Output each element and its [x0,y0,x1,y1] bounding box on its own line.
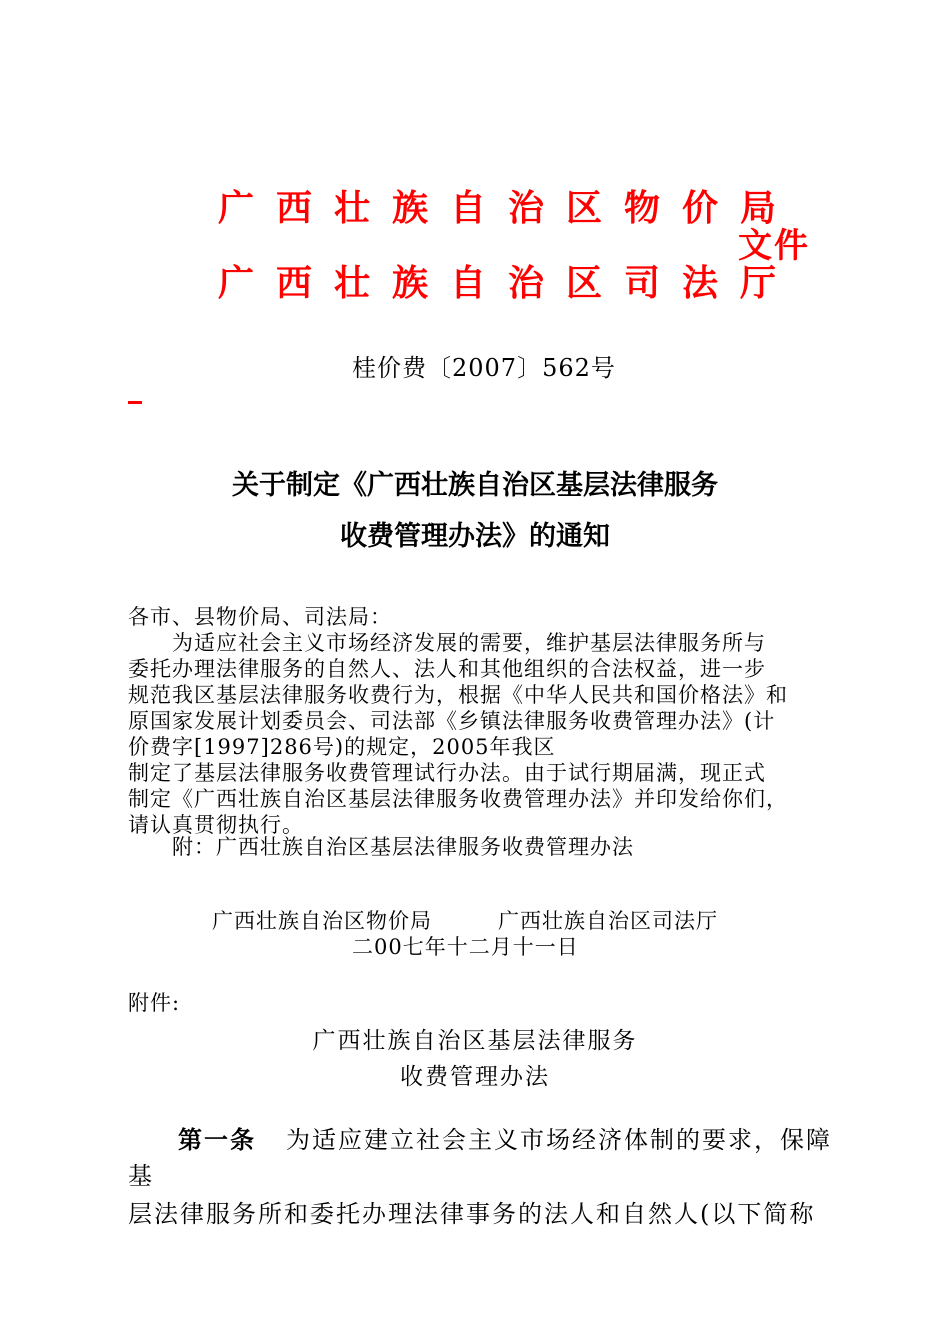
signature-org-2: 广西壮族自治区司法厅 [498,909,718,933]
body-line: 制定《广西壮族自治区基层法律服务收费管理办法》并印发给你们， [128,787,788,811]
header-line-1: 广西壮族自治区物价局 [218,188,799,229]
body-line: 原国家发展计划委员会、司法部《乡镇法律服务收费管理办法》(计 [128,709,776,733]
article-1-first-line [178,1120,832,1155]
article-1-heading: 第一条 [178,1126,256,1154]
attachment-reference: 附：广西壮族自治区基层法律服务收费管理办法 [172,835,634,859]
article-1-line-2: 基 [128,1162,154,1190]
document-number: 桂价费〔2007〕562号 [352,354,616,382]
attachment-title-line-1: 广西壮族自治区基层法律服务 [312,1028,638,1054]
article-1-line-3: 层法律服务所和委托办理法律事务的法人和自然人(以下简称 [128,1200,816,1228]
body-line: 价费字[1997]286号)的规定，2005年我区 [128,735,556,759]
signature-org-1: 广西壮族自治区物价局 [212,909,432,933]
body-line: 为适应社会主义市场经济发展的需要，维护基层法律服务所与 [172,631,766,655]
attachment-label: 附件: [128,991,181,1015]
body-line: 制定了基层法律服务收费管理试行办法。由于试行期届满，现正式 [128,761,766,785]
signature-date: 二00七年十二月十一日 [352,935,579,959]
article-1-text: 为适应建立社会主义市场经济体制的要求，保障 [286,1126,832,1154]
salutation: 各市、县物价局、司法局： [128,605,392,629]
attachment-title-line-2: 收费管理办法 [400,1064,550,1090]
notice-title-line-1: 关于制定《广西壮族自治区基层法律服务 [232,470,718,501]
body-line: 委托办理法律服务的自然人、法人和其他组织的合法权益，进一步 [128,657,766,681]
notice-title-line-2: 收费管理办法》的通知 [340,521,610,552]
red-separator-mark [128,401,142,404]
header-line-2: 广西壮族自治区司法厅 [218,263,799,304]
header-suffix: 文件 [738,226,810,266]
body-line: 请认真贯彻执行。 [128,813,304,837]
body-line: 规范我区基层法律服务收费行为，根据《中华人民共和国价格法》和 [128,683,788,707]
